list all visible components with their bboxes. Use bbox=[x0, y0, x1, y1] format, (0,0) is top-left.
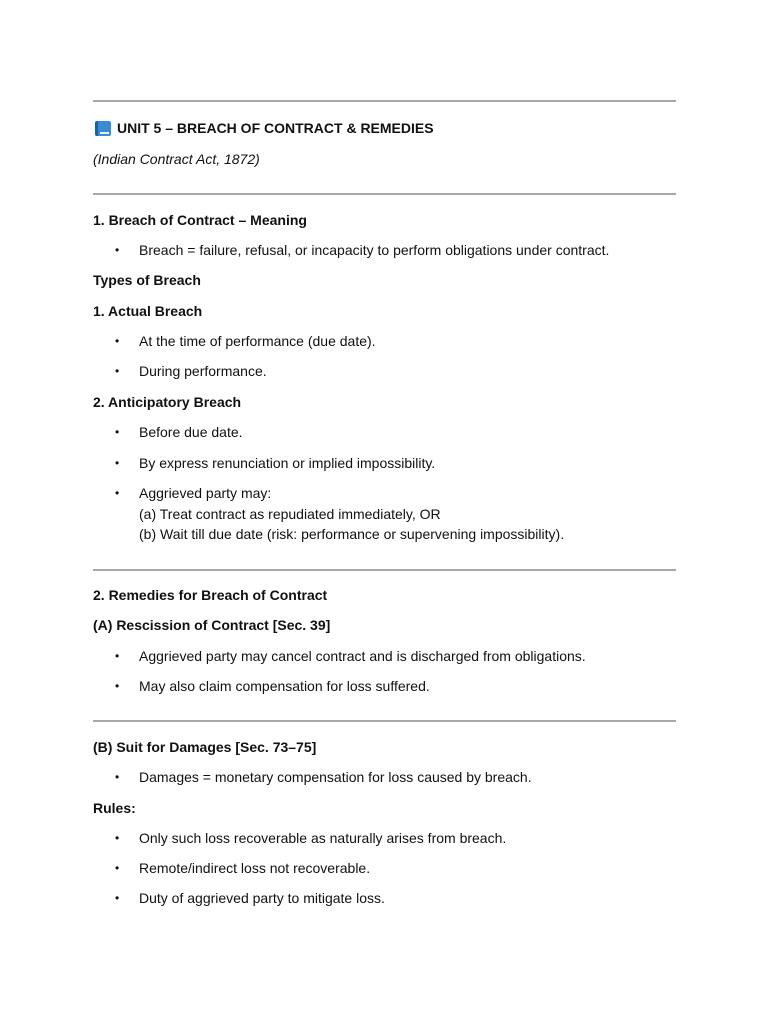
list-item: Aggrieved party may cancel contract and is discharged from obligations. bbox=[139, 648, 586, 664]
list-item: Aggrieved party may: bbox=[139, 485, 272, 501]
horizontal-rule bbox=[93, 569, 676, 571]
bullet-marker: • bbox=[115, 831, 120, 845]
subheading: 2. Anticipatory Breach bbox=[93, 394, 242, 410]
bullet-marker: • bbox=[115, 364, 120, 378]
bullet-marker: • bbox=[115, 649, 120, 663]
horizontal-rule bbox=[93, 193, 676, 195]
section-heading: 2. Remedies for Breach of Contract bbox=[93, 587, 328, 603]
subheading: Types of Breach bbox=[93, 272, 201, 288]
list-item: Duty of aggrieved party to mitigate loss. bbox=[139, 890, 385, 906]
bullet-marker: • bbox=[115, 861, 120, 875]
subheading: (B) Suit for Damages [Sec. 73–75] bbox=[93, 739, 317, 755]
bullet-marker: • bbox=[115, 770, 120, 784]
horizontal-rule bbox=[93, 720, 676, 722]
list-subitem: (b) Wait till due date (risk: performance or supervening impossibility). bbox=[139, 526, 565, 542]
list-item: May also claim compensation for loss suffered. bbox=[139, 678, 430, 694]
subheading: (A) Rescission of Contract [Sec. 39] bbox=[93, 617, 331, 633]
list-item: At the time of performance (due date). bbox=[139, 333, 376, 349]
list-item: During performance. bbox=[139, 363, 267, 379]
book-icon bbox=[95, 121, 111, 136]
bullet-marker: • bbox=[115, 456, 120, 470]
section-heading: 1. Breach of Contract – Meaning bbox=[93, 212, 307, 228]
bullet-marker: • bbox=[115, 891, 120, 905]
list-item: Damages = monetary compensation for loss caused by breach. bbox=[139, 769, 532, 785]
bullet-marker: • bbox=[115, 334, 120, 348]
list-item: By express renunciation or implied impossibility. bbox=[139, 455, 436, 471]
bullet-marker: • bbox=[115, 243, 120, 257]
bullet-marker: • bbox=[115, 425, 120, 439]
bullet-marker: • bbox=[115, 486, 120, 500]
list-subitem: (a) Treat contract as repudiated immediately, OR bbox=[139, 506, 441, 522]
subheading: 1. Actual Breach bbox=[93, 303, 203, 319]
unit-title: UNIT 5 – BREACH OF CONTRACT & REMEDIES bbox=[117, 120, 434, 136]
subheading: Rules: bbox=[93, 800, 136, 816]
horizontal-rule bbox=[93, 100, 676, 102]
list-item: Remote/indirect loss not recoverable. bbox=[139, 860, 371, 876]
unit-subtitle: (Indian Contract Act, 1872) bbox=[93, 151, 260, 167]
list-item: Only such loss recoverable as naturally arises from breach. bbox=[139, 830, 507, 846]
list-item: Breach = failure, refusal, or incapacity to perform obligations under contract. bbox=[139, 242, 610, 258]
list-item: Before due date. bbox=[139, 424, 243, 440]
bullet-marker: • bbox=[115, 679, 120, 693]
